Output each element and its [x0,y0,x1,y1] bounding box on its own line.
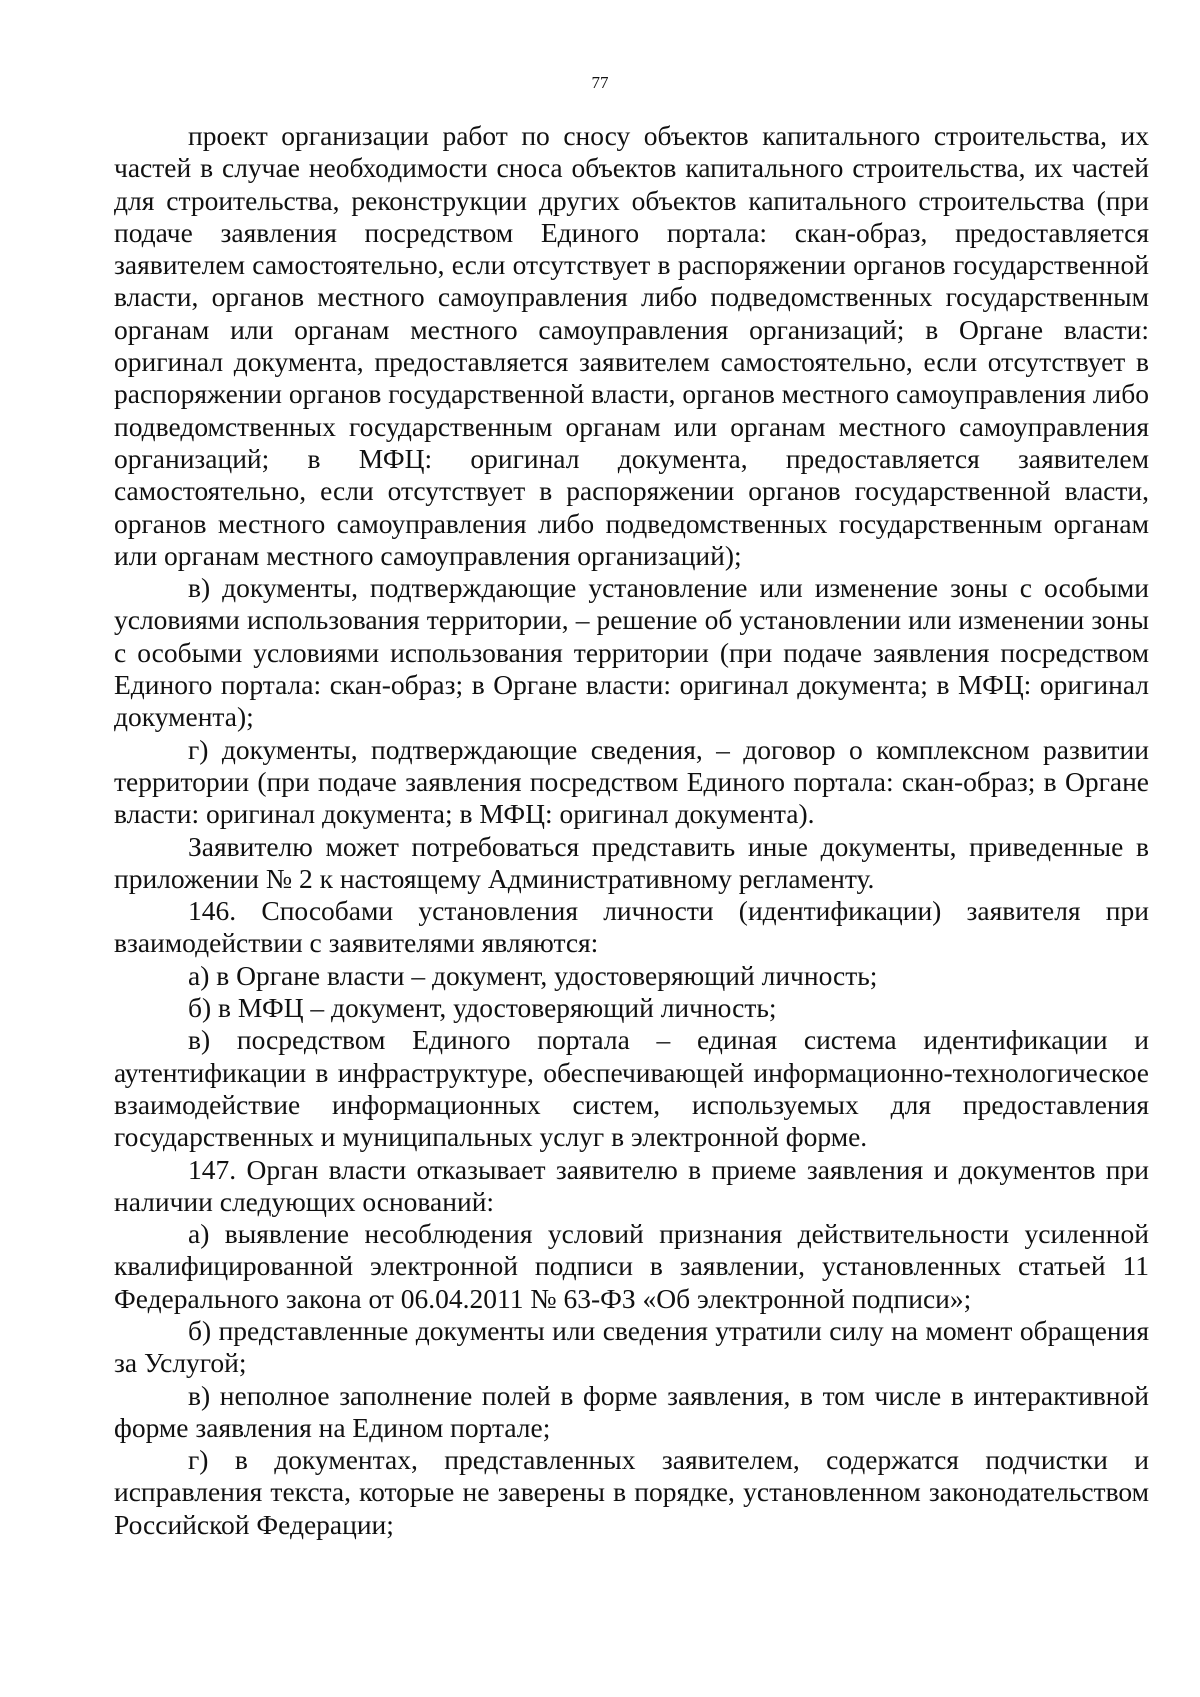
paragraph-item-v-zone-documents: в) документы, подтверждающие установление или изменение зоны с особыми условиями использования территории, – решение об установлении или изменении зоны с особыми условиями использования территории (при подаче заявления посредством Единого портала: скан-образ; в Органе власти: оригинал документа; в МФЦ: оригинал документа); [114,572,1149,733]
paragraph-147-a: а) выявление несоблюдения условий признания действительности усиленной квалифицированной электронной подписи в заявлении, установленных статьей 11 Федерального закона от 06.04.2011 № 63-ФЗ «Об электронной подписи»; [114,1218,1149,1314]
paragraph-146-identification: 146. Способами установления личности (идентификации) заявителя при взаимодействии с заявителями являются: [114,895,1149,959]
paragraph-146-a: а) в Органе власти – документ, удостоверяющий личность; [188,959,878,991]
paragraph-item-g-complex-development: г) документы, подтверждающие сведения, – договор о комплексном развитии территории (при подаче заявления посредством Единого портала: скан-образ; в Органе власти: оригинал документа; в МФЦ: оригинал документа). [114,733,1149,830]
paragraph-146-b: б) в МФЦ – документ, удостоверяющий личность; [188,992,777,1024]
page-number: 77 [591,73,609,92]
paragraph-147-g: г) в документах, представленных заявителем, содержатся подчистки и исправления текста, которые не заверены в порядке, установленном законодательством Российской Федерации; [114,1444,1149,1540]
paragraph-147-refusal: 147. Орган власти отказывает заявителю в приеме заявления и документов при наличии следующих оснований: [114,1153,1149,1217]
paragraph-147-v: в) неполное заполнение полей в форме заявления, в том числе в интерактивной форме заявления на Едином портале; [114,1379,1149,1443]
paragraph-146-v: в) посредством Единого портала – единая система идентификации и аутентификации в инфраструктуре, обеспечивающей информационно-технологическое взаимодействие информационных систем, используемых для предоставления государственных и муниципальных услуг в электронной форме. [114,1024,1149,1153]
paragraph-demolition-project: проект организации работ по сносу объектов капитального строительства, их частей в случае необходимости сноса объектов капитального строительства, их частей для строительства, реконструкции других объектов капитального строительства (при подаче заявления посредством Единого портала: скан-образ, предоставляется заявителем самостоятельно, если отсутствует в распоряжении органов государственной власти, органов местного самоуправления либо подведомственных государственным органам или органам местного самоуправления организаций; в Органе власти: оригинал документа, предоставляется заявителем самостоятельно, если отсутствует в распоряжении органов государственной власти, органов местного самоуправления либо подведомственных государственным органам или органам местного самоуправления организаций; в МФЦ: оригинал документа, предоставляется заявителем самостоятельно, если отсутствует в распоряжении органов государственной власти, органов местного самоуправления либо подведомственных государственным органам или органам местного самоуправления организаций); [114,120,1149,571]
paragraph-other-documents: Заявителю может потребоваться представить иные документы, приведенные в приложении № 2 к настоящему Административному регламенту. [114,830,1149,894]
paragraph-147-b: б) представленные документы или сведения утратили силу на момент обращения за Услугой; [114,1314,1149,1379]
document-body [114,120,1149,1541]
